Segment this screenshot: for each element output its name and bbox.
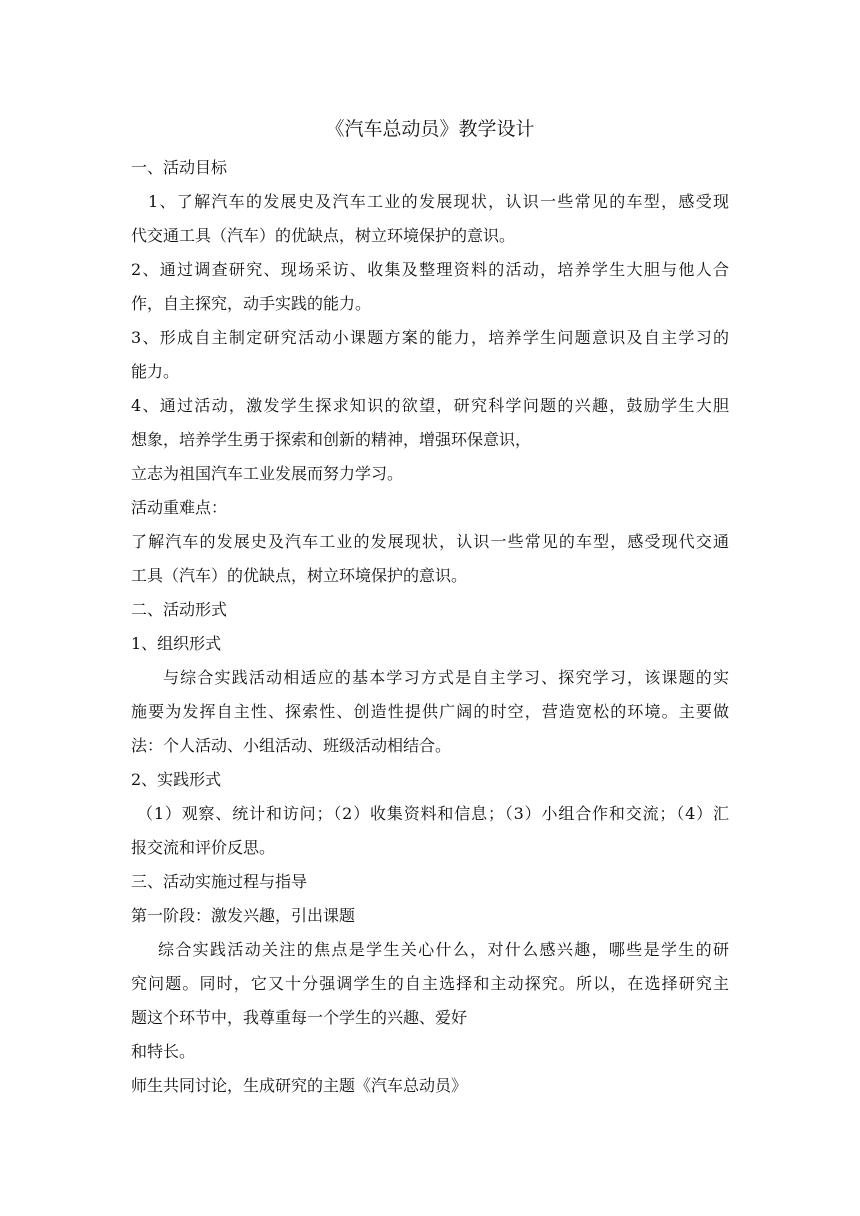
paragraph-line: 4、通过活动，激发学生探求知识的欲望，研究科学问题的兴趣，鼓励学生大胆	[131, 396, 729, 415]
paragraph-line: 究问题。同时，它又十分强调学生的自主选择和主动探究。所以，在选择研究主	[131, 974, 729, 993]
document-title: 《汽车总动员》教学设计	[325, 118, 535, 140]
subheading-stage-one: 第一阶段：激发兴趣，引出课题	[131, 906, 356, 925]
paragraph-line: 能力。	[131, 362, 180, 381]
paragraph-line: 1、了解汽车的发展史及汽车工业的发展现状，认识一些常见的车型，感受现	[148, 192, 729, 211]
paragraph-line: 题这个环节中，我尊重每一个学生的兴趣、爱好	[131, 1008, 468, 1027]
paragraph-line: 和特长。	[131, 1042, 196, 1061]
paragraph-line: 立志为祖国汽车工业发展而努力学习。	[131, 464, 404, 483]
paragraph-line: 报交流和评价反思。	[131, 838, 276, 857]
paragraph-line: 师生共同讨论，生成研究的主题《汽车总动员》	[131, 1076, 468, 1095]
paragraph-line: 了解汽车的发展史及汽车工业的发展现状，认识一些常见的车型，感受现代交通	[131, 532, 729, 551]
section-heading-process: 三、活动实施过程与指导	[131, 872, 308, 891]
paragraph-line: 综合实践活动关注的焦点是学生关心什么，对什么感兴趣，哪些是学生的研	[158, 940, 729, 959]
paragraph-line: 施要为发挥自主性、探索性、创造性提供广阔的时空，营造宽松的环境。主要做	[131, 702, 729, 721]
section-heading-goals: 一、活动目标	[131, 158, 228, 177]
paragraph-line: 3、形成自主制定研究活动小课题方案的能力，培养学生问题意识及自主学习的	[131, 328, 729, 347]
section-heading-key-points: 活动重难点：	[131, 498, 228, 517]
paragraph-line: 作，自主探究，动手实践的能力。	[131, 294, 372, 313]
paragraph-line: 工具（汽车）的优缺点，树立环境保护的意识。	[131, 566, 468, 585]
paragraph-line: 代交通工具（汽车）的优缺点，树立环境保护的意识。	[131, 226, 516, 245]
paragraph-line: 2、通过调查研究、现场采访、收集及整理资料的活动，培养学生大胆与他人合	[131, 260, 729, 279]
paragraph-line: （1）观察、统计和访问；（2）收集资料和信息；（3）小组合作和交流；（4）汇	[137, 804, 729, 823]
paragraph-line: 法：个人活动、小组活动、班级活动相结合。	[131, 736, 452, 755]
paragraph-line: 想象，培养学生勇于探索和创新的精神，增强环保意识，	[131, 430, 532, 449]
subheading-organization: 1、组织形式	[131, 634, 222, 653]
paragraph-line: 与综合实践活动相适应的基本学习方式是自主学习、探究学习，该课题的实	[163, 668, 729, 687]
subheading-practice: 2、实践形式	[131, 770, 222, 789]
section-heading-forms: 二、活动形式	[131, 600, 228, 619]
